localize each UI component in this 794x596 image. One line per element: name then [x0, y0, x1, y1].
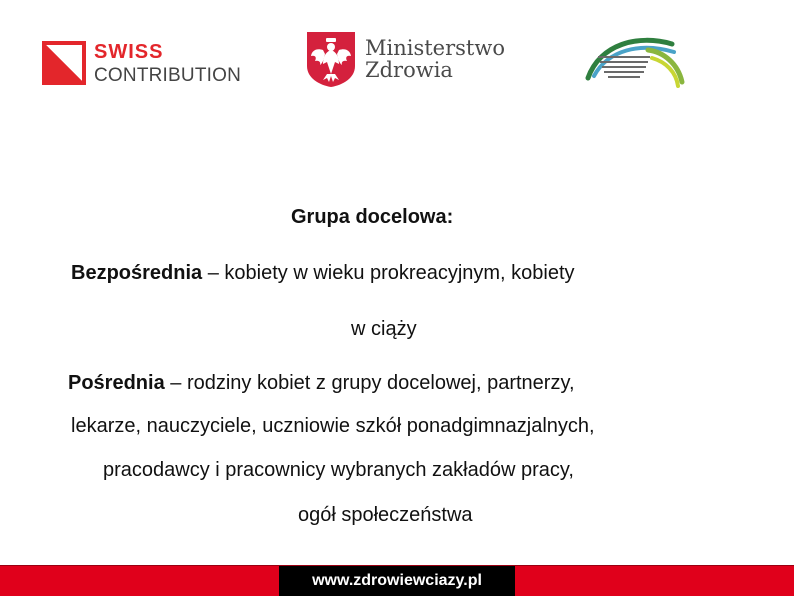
indirect-group-text-3: pracodawcy i pracownicy wybranych zakładów pracy, [103, 459, 574, 481]
indirect-group-line [68, 372, 575, 395]
direct-group-line [71, 262, 575, 285]
ministry-logo-line2: Zdrowia [365, 58, 453, 82]
website-url[interactable]: www.zdrowiewciazy.pl [312, 572, 482, 589]
indirect-group-label: Pośrednia [68, 372, 165, 394]
swiss-logo-line2: CONTRIBUTION [94, 64, 242, 86]
indirect-group-text-1: – rodziny kobiet z grupy docelowej, partnerzy, [164, 372, 575, 394]
direct-group-text-2: w ciąży [351, 318, 417, 340]
ministry-logo-line1: Ministerstwo [365, 35, 505, 60]
swiss-logo-line1: SWISS [94, 40, 164, 63]
indirect-group-text-2: lekarze, nauczyciele, uczniowie szkół ponadgimnazjalnych, [71, 415, 595, 437]
footer-bar [0, 565, 794, 596]
direct-group-label: Bezpośrednia [71, 262, 203, 284]
direct-group-text-1: – kobiety w wieku prokreacyjnym, kobiety [202, 262, 575, 284]
indirect-group-text-4: ogół społeczeństwa [298, 504, 473, 526]
target-group-heading: Grupa docelowa: [291, 206, 454, 228]
footer-url-box [279, 566, 515, 596]
